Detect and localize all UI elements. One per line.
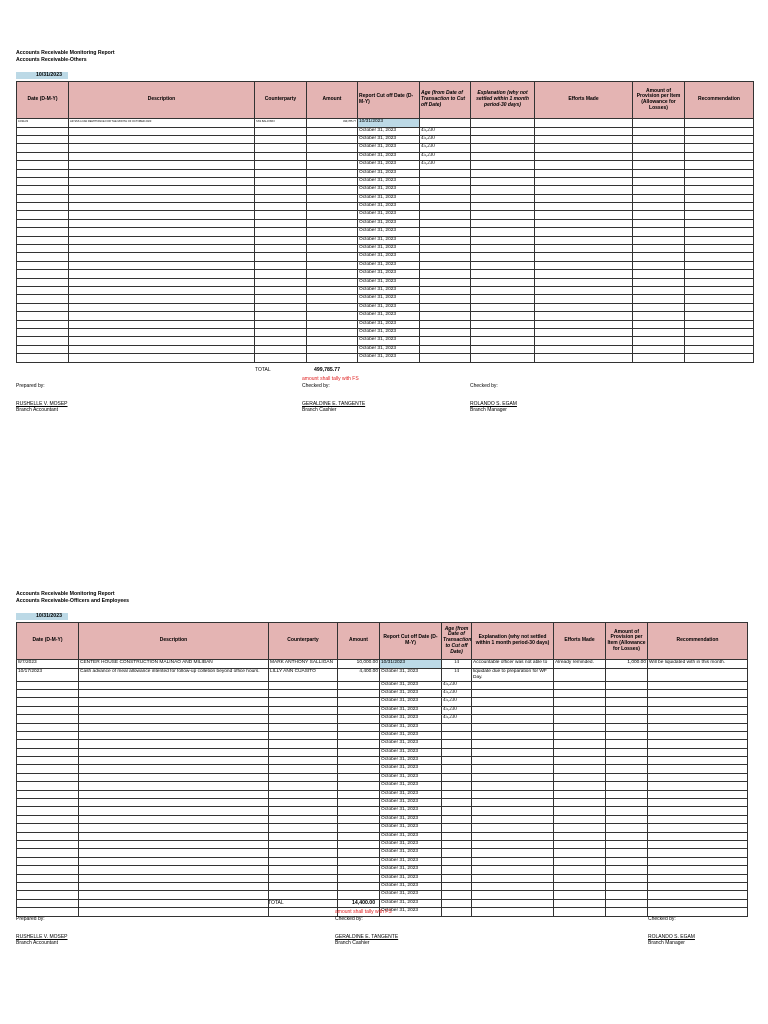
report-others (16, 50, 754, 363)
cell-age: 45,230 (442, 689, 472, 697)
ar-table (16, 81, 754, 362)
table-row (17, 135, 754, 143)
table-row (17, 706, 748, 714)
table-row (17, 689, 748, 697)
cell-cutoff: October 31, 2023 (380, 824, 442, 832)
cell-cutoff: October 31, 2023 (380, 731, 442, 739)
table-row (17, 815, 748, 823)
col-age: Age (from Date of Transaction to Cut off Date) (420, 82, 471, 119)
table-row (17, 715, 748, 723)
table-row (17, 740, 748, 748)
table-row (17, 874, 748, 882)
table-row (17, 799, 748, 807)
cell-explanation: liquidate due to preparation for WF Day. (472, 668, 554, 681)
cell-cutoff: October 31, 2023 (358, 245, 420, 253)
cell-cutoff: October 31, 2023 (358, 169, 420, 177)
col-counterparty: Counterparty (255, 82, 307, 119)
cell-cutoff: October 31, 2023 (358, 152, 420, 160)
cell-provision: 1,000.00 (606, 660, 648, 668)
preparer-name: RUSHELLE V. MOSEP (16, 401, 68, 407)
table-row (17, 782, 748, 790)
table-row (17, 177, 754, 185)
table-row (17, 161, 754, 169)
preparer-title: Branch Accountant (16, 940, 58, 946)
checker1-title: Branch Cashier (302, 407, 337, 413)
table-row (17, 773, 748, 781)
report-subtitle: Accounts Receivable-Officers and Employees (16, 597, 130, 604)
cell-cutoff: October 31, 2023 (358, 203, 420, 211)
checker2-title: Branch Manager (648, 940, 685, 946)
cell-cutoff: October 31, 2023 (380, 832, 442, 840)
col-cutoff: Report Cut off Date (D-M-Y) (358, 82, 420, 119)
ar-table (16, 622, 748, 916)
table-row (17, 287, 754, 295)
col-age: Age (from Date of Transaction to Cut off Date) (442, 623, 472, 660)
table-row (17, 832, 748, 840)
cell-cutoff: October 31, 2023 (380, 668, 442, 681)
table-row (17, 295, 754, 303)
table-row (17, 660, 748, 668)
report-officers (16, 591, 748, 917)
cell-cutoff: October 31, 2023 (358, 236, 420, 244)
cell-age: 14 (442, 660, 472, 668)
table-row (17, 337, 754, 345)
prepared-by: Prepared by: RUSHELLE V. MOSEP Branch Accountant (16, 916, 68, 946)
table-row (17, 354, 754, 362)
cell-cutoff: October 31, 2023 (380, 908, 442, 916)
table-row (17, 723, 748, 731)
checked-by-manager: Checked by: ROLANDO S. EGAM Branch Manager (648, 916, 695, 946)
col-date: Date (D-M-Y) (17, 82, 69, 119)
cell-age: 45,230 (442, 681, 472, 689)
cell-cutoff: October 31, 2023 (380, 874, 442, 882)
table-row (17, 899, 748, 907)
table-row (17, 849, 748, 857)
total-value: 499,785.77 (314, 367, 340, 373)
cell-age: 45,230 (442, 715, 472, 723)
cell-recommendation: Will be liquidated with in this month. (648, 660, 748, 668)
cell-counterparty: LILLY ANN CUASITO (269, 668, 338, 681)
cell-cutoff: October 31, 2023 (358, 312, 420, 320)
table-row (17, 261, 754, 269)
checker1-name: GERALDINE E. TANGENTE (302, 401, 366, 407)
table-row (17, 203, 754, 211)
cell-date: 10/31/23 (17, 119, 69, 127)
table-row (17, 748, 748, 756)
col-amount: Amount (307, 82, 358, 119)
table-row (17, 194, 754, 202)
table-row (17, 186, 754, 194)
cell-cutoff: October 31, 2023 (380, 815, 442, 823)
cell-cutoff: October 31, 2023 (358, 177, 420, 185)
cell-cutoff: October 31, 2023 (380, 689, 442, 697)
cell-cutoff: October 31, 2023 (358, 194, 420, 202)
cell-age: 45,230 (420, 127, 471, 135)
table-row (17, 681, 748, 689)
col-cutoff: Report Cut off Date (D-M-Y) (380, 623, 442, 660)
table-row (17, 765, 748, 773)
table-row (17, 312, 754, 320)
table-row (17, 119, 754, 127)
cell-explanation: Accountable officer was not able to (472, 660, 554, 668)
table-row (17, 866, 748, 874)
table-row (17, 824, 748, 832)
cell-cutoff: October 31, 2023 (358, 144, 420, 152)
table-row (17, 169, 754, 177)
cell-cutoff: October 31, 2023 (380, 790, 442, 798)
cell-provision (606, 668, 648, 681)
table-row (17, 345, 754, 353)
cell-age (420, 119, 471, 127)
table-row (17, 882, 748, 890)
cell-cutoff: October 31, 2023 (380, 849, 442, 857)
cell-recommendation (648, 668, 748, 681)
col-amount: Amount (338, 623, 380, 660)
cell-cutoff: October 31, 2023 (380, 757, 442, 765)
table-row (17, 668, 748, 681)
col-date: Date (D-M-Y) (17, 623, 79, 660)
table-header-row (17, 623, 748, 660)
checked-by-cashier: Checked by: GERALDINE E. TANGENTE Branch Cashier (302, 383, 366, 413)
cell-amount: 4,400.00 (338, 668, 380, 681)
cell-cutoff: October 31, 2023 (358, 320, 420, 328)
cell-cutoff: October 31, 2023 (358, 345, 420, 353)
checker2-name: ROLANDO S. EGAM (648, 934, 695, 940)
cell-cutoff: October 31, 2023 (380, 706, 442, 714)
checker1-title: Branch Cashier (335, 940, 370, 946)
cell-cutoff: October 31, 2023 (358, 253, 420, 261)
cell-cutoff: October 31, 2023 (358, 328, 420, 336)
cell-cutoff: October 31, 2023 (358, 186, 420, 194)
cell-cutoff: October 31, 2023 (358, 135, 420, 143)
cell-date: 10/17/2023 (17, 668, 79, 681)
cell-age: 45,230 (442, 698, 472, 706)
cell-cutoff: October 31, 2023 (380, 882, 442, 890)
total-label: TOTAL (255, 367, 271, 373)
cell-cutoff: 10/31/2023 (358, 119, 420, 127)
col-provision: Amount of Provision per Item (Allowance for Losses) (633, 82, 685, 119)
cell-cutoff: October 31, 2023 (380, 857, 442, 865)
table-row (17, 698, 748, 706)
col-description: Description (79, 623, 269, 660)
table-row (17, 270, 754, 278)
cell-cutoff: October 31, 2023 (380, 765, 442, 773)
cell-age: 45,230 (442, 706, 472, 714)
total-label: TOTAL (268, 900, 284, 906)
table-row (17, 245, 754, 253)
cell-cutoff: October 31, 2023 (380, 740, 442, 748)
cell-cutoff: October 31, 2023 (358, 295, 420, 303)
checker2-name: ROLANDO S. EGAM (470, 401, 517, 407)
cell-cutoff: October 31, 2023 (358, 354, 420, 362)
table-row (17, 228, 754, 236)
as-of-date: 10/31/2023 (16, 72, 68, 79)
table-row (17, 253, 754, 261)
cell-cutoff: October 31, 2023 (358, 278, 420, 286)
cell-cutoff: October 31, 2023 (380, 807, 442, 815)
as-of-date: 10/31/2023 (16, 613, 68, 620)
table-row (17, 303, 754, 311)
table-row (17, 807, 748, 815)
cell-amount: 499,785.77 (307, 119, 358, 127)
col-counterparty: Counterparty (269, 623, 338, 660)
cell-description: Cash advance of meal allowance intented for follow-up colletion beyond office hours. (79, 668, 269, 681)
table-row (17, 328, 754, 336)
col-provision: Amount of Provision per Item (Allowance for Losses) (606, 623, 648, 660)
cell-cutoff: October 31, 2023 (358, 270, 420, 278)
checker1-name: GERALDINE E. TANGENTE (335, 934, 399, 940)
table-row (17, 757, 748, 765)
report-subtitle: Accounts Receivable-Others (16, 56, 87, 63)
table-row (17, 841, 748, 849)
cell-age: 45,230 (420, 161, 471, 169)
cell-cutoff: October 31, 2023 (380, 782, 442, 790)
table-row (17, 211, 754, 219)
table-row (17, 731, 748, 739)
cell-cutoff: October 31, 2023 (380, 748, 442, 756)
preparer-title: Branch Accountant (16, 407, 58, 413)
cell-cutoff: October 31, 2023 (380, 715, 442, 723)
col-efforts: Efforts Made (554, 623, 606, 660)
cell-amount: 10,000.00 (338, 660, 380, 668)
cell-cutoff: October 31, 2023 (380, 841, 442, 849)
cell-age: 45,230 (420, 135, 471, 143)
cell-age: 45,230 (420, 152, 471, 160)
cell-efforts: Already reminded. (554, 660, 606, 668)
col-efforts: Efforts Made (535, 82, 633, 119)
table-row (17, 152, 754, 160)
table-row (17, 219, 754, 227)
table-row (17, 320, 754, 328)
cell-cutoff: October 31, 2023 (380, 773, 442, 781)
col-recommendation: Recommendation (685, 82, 754, 119)
cell-cutoff: October 31, 2023 (358, 303, 420, 311)
col-recommendation: Recommendation (648, 623, 748, 660)
cell-cutoff: October 31, 2023 (380, 891, 442, 899)
preparer-name: RUSHELLE V. MOSEP (16, 934, 68, 940)
cell-cutoff: October 31, 2023 (358, 287, 420, 295)
cell-cutoff: October 31, 2023 (358, 211, 420, 219)
cell-cutoff: 10/31/2023 (380, 660, 442, 668)
cell-age: 45,230 (420, 144, 471, 152)
total-value: 14,400.00 (352, 900, 376, 906)
cell-cutoff: October 31, 2023 (380, 723, 442, 731)
table-row (17, 144, 754, 152)
tally-note: amount shall tally with FS (302, 376, 359, 382)
prepared-by: Prepared by: RUSHELLE V. MOSEP Branch Accountant (16, 383, 68, 413)
cell-description: CENTER HOUSE CONSTRUCTION MALINAO AND MILIBAN (79, 660, 269, 668)
table-row (17, 236, 754, 244)
checked-by-cashier: Checked by: GERALDINE E. TANGENTE Branch Cashier (335, 916, 399, 946)
col-explanation: Explanation (why not settled within 1 month period-30 days) (472, 623, 554, 660)
cell-age: 14 (442, 668, 472, 681)
tally-note: amount shall tally with FS (335, 909, 392, 915)
table-row (17, 891, 748, 899)
report-title: Accounts Receivable Monitoring Report (16, 50, 115, 56)
cell-date: 8/7/2023 (17, 660, 79, 668)
cell-cutoff: October 31, 2023 (380, 866, 442, 874)
cell-cutoff: October 31, 2023 (358, 161, 420, 169)
checked-by-manager: Checked by: ROLANDO S. EGAM Branch Manager (470, 383, 517, 413)
cell-cutoff: October 31, 2023 (358, 228, 420, 236)
cell-cutoff: October 31, 2023 (380, 681, 442, 689)
cell-efforts (554, 668, 606, 681)
cell-cutoff: October 31, 2023 (380, 799, 442, 807)
cell-cutoff: October 31, 2023 (358, 261, 420, 269)
cell-cutoff: October 31, 2023 (358, 337, 420, 345)
cell-cutoff: October 31, 2023 (358, 127, 420, 135)
cell-cutoff: October 31, 2023 (380, 899, 442, 907)
table-row (17, 790, 748, 798)
col-description: Description (69, 82, 255, 119)
cell-cutoff: October 31, 2023 (380, 698, 442, 706)
table-row (17, 857, 748, 865)
cell-cutoff: October 31, 2023 (358, 219, 420, 227)
col-explanation: Explanation (why not settled within 1 month period-30 days) (471, 82, 535, 119)
table-row (17, 127, 754, 135)
cell-counterparty: MARK ANTHONY SALLIGAN (269, 660, 338, 668)
cell-counterparty: SSS BALAYBAY (255, 119, 307, 127)
cell-description: AR SSS LOAN REMITTANCE FOR THE MONTH OF OCTOBER 2023 (69, 119, 255, 127)
report-title: Accounts Receivable Monitoring Report (16, 591, 115, 597)
table-row (17, 278, 754, 286)
table-header-row (17, 82, 754, 119)
checker2-title: Branch Manager (470, 407, 507, 413)
